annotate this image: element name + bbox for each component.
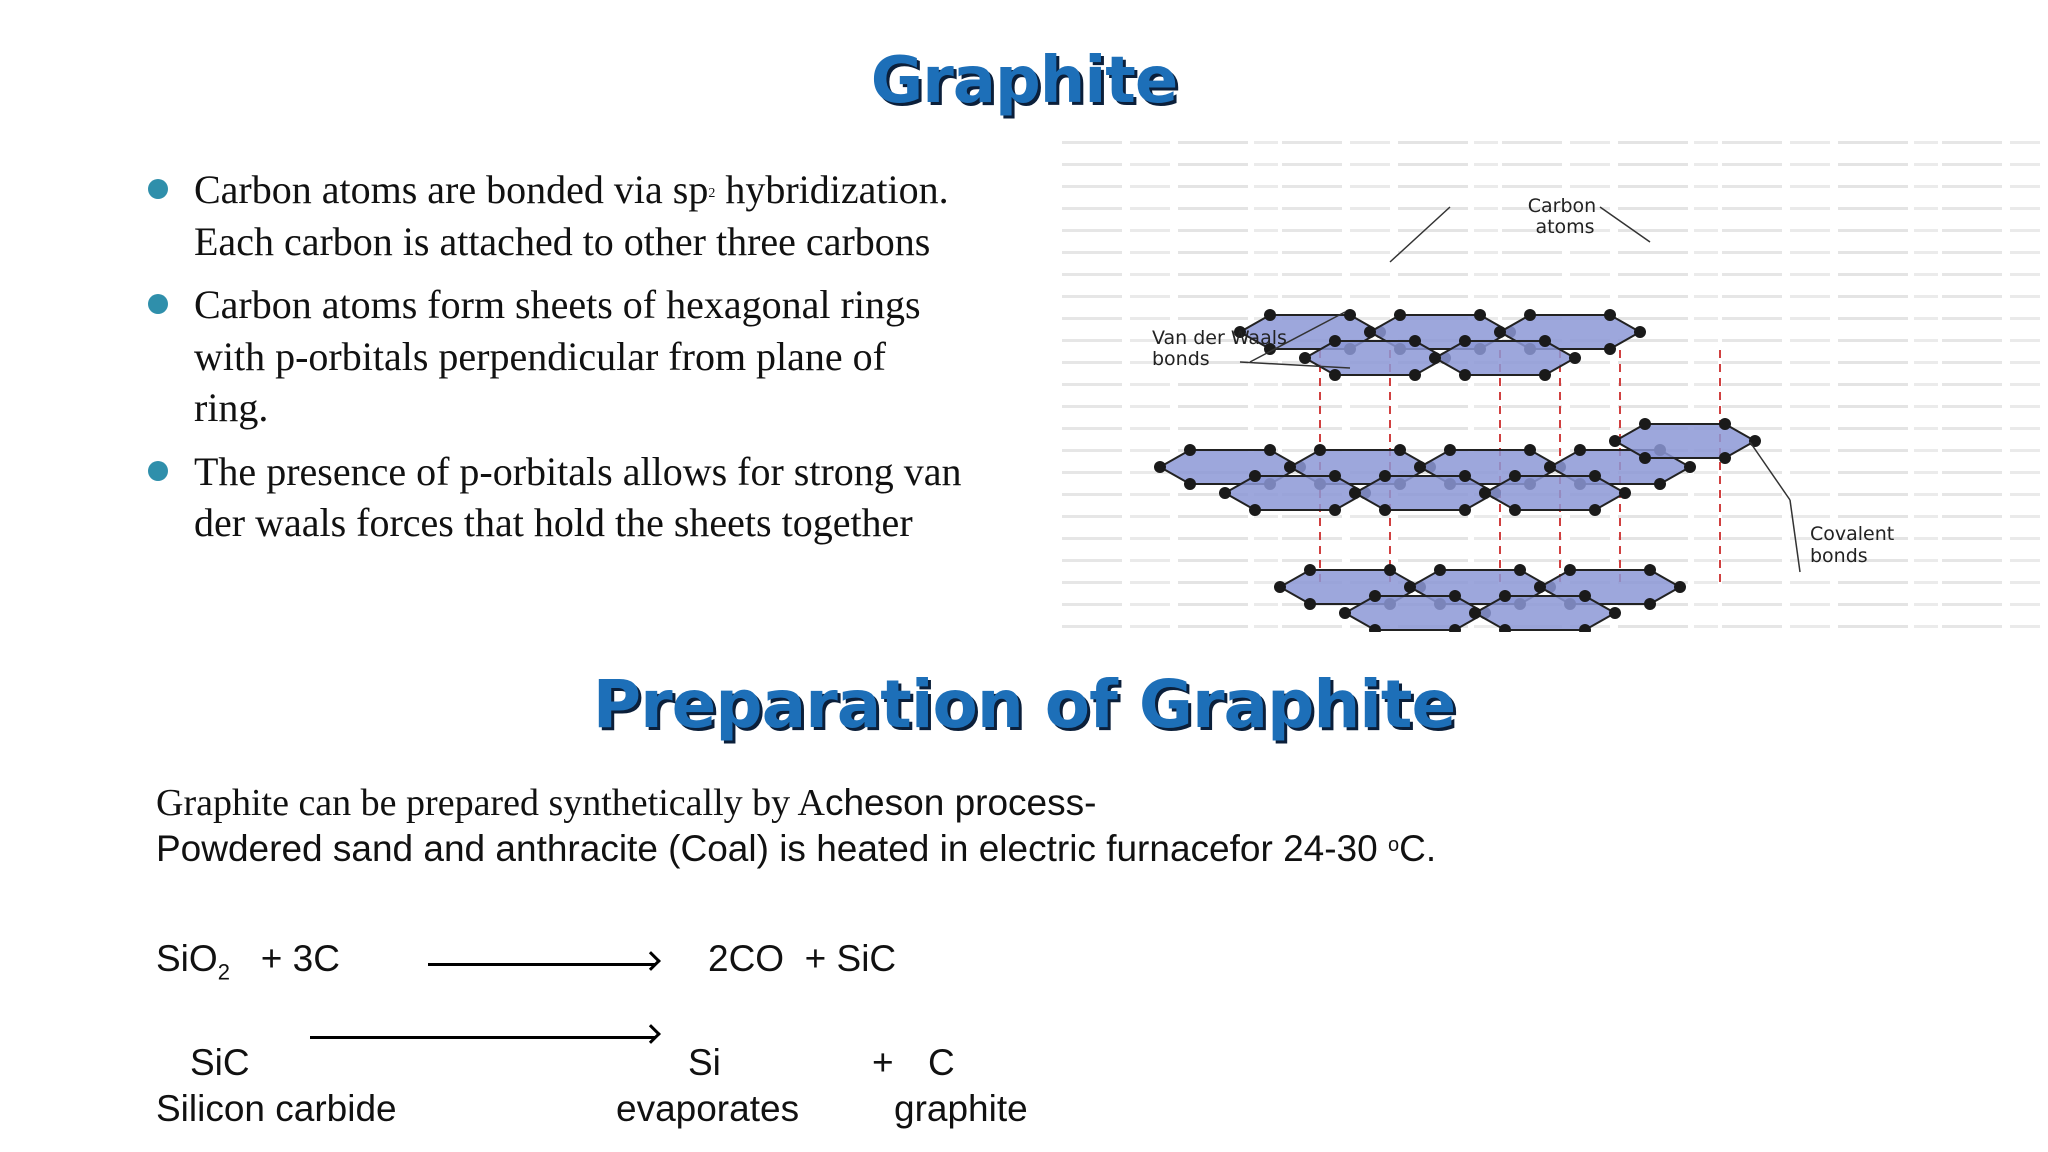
carbon-atom <box>1384 564 1396 576</box>
carbon-atom <box>1409 335 1421 347</box>
carbon-atom <box>1634 326 1646 338</box>
carbon-atom <box>1249 470 1261 482</box>
bullet-item <box>148 446 974 549</box>
bullet-text-1b: hybridization. <box>715 167 949 212</box>
superscript: 2 <box>708 186 716 201</box>
carbon-atom <box>1654 478 1666 490</box>
carbon-atom <box>1589 504 1601 516</box>
preparation-line-1 <box>156 780 1436 826</box>
carbon-atom <box>1394 309 1406 321</box>
carbon-atom <box>1314 444 1326 456</box>
carbon-atom <box>1644 564 1656 576</box>
bullet-text-1a: Carbon atoms are bonded via sp <box>194 167 709 212</box>
carbon-atom <box>1364 326 1376 338</box>
carbon-atom <box>1329 504 1341 516</box>
equation-2-product-si: Si <box>688 1042 721 1083</box>
carbon-atom <box>1379 504 1391 516</box>
carbon-atom <box>1299 352 1311 364</box>
carbon-atom <box>1249 504 1261 516</box>
covalent-bonds-label: Covalent bonds <box>1810 523 1895 567</box>
carbon-atom <box>1674 581 1686 593</box>
carbon-atom <box>1154 461 1166 473</box>
carbon-atom <box>1404 581 1416 593</box>
carbon-atom <box>1619 487 1631 499</box>
reaction-arrow-1 <box>428 963 656 966</box>
carbon-atom <box>1184 478 1196 490</box>
bullet-list <box>148 164 1048 561</box>
degree-sup: o <box>1387 834 1400 856</box>
carbon-atom <box>1459 504 1471 516</box>
carbon-atom <box>1639 452 1651 464</box>
carbon-atom <box>1564 564 1576 576</box>
carbon-atoms-label: Carbon atoms <box>1527 195 1597 238</box>
carbon-atom <box>1574 444 1586 456</box>
carbon-atom <box>1469 607 1481 619</box>
hexagonal-ring <box>1485 476 1625 510</box>
carbon-atom <box>1459 470 1471 482</box>
carbon-atom <box>1409 369 1421 381</box>
prep-text-sans: cheson process- <box>824 782 1097 823</box>
bullet-dot-icon <box>148 461 168 481</box>
carbon-atom <box>1684 461 1696 473</box>
carbon-atom <box>1379 470 1391 482</box>
carbon-atom <box>1524 309 1536 321</box>
carbon-atom <box>1544 461 1556 473</box>
carbon-atom <box>1264 309 1276 321</box>
bullet-item <box>148 279 954 434</box>
equation-1-products: 2CO + SiC <box>708 938 897 979</box>
carbon-atom <box>1329 470 1341 482</box>
equation-2-reactant-name: Silicon carbide <box>156 1088 397 1129</box>
carbon-atom <box>1304 598 1316 610</box>
carbon-atom <box>1494 326 1506 338</box>
carbon-atom <box>1514 564 1526 576</box>
preparation-line-2 <box>156 826 1436 872</box>
reaction-arrow-2 <box>310 1036 656 1039</box>
carbon-atom <box>1509 504 1521 516</box>
carbon-atom <box>1534 581 1546 593</box>
graphite-structure-diagram <box>1060 132 2040 632</box>
bullet-text-3: The presence of p-orbitals allows for strong van der waals forces that hold the sheets together <box>194 448 962 545</box>
carbon-atom <box>1264 444 1276 456</box>
carbon-atom <box>1609 607 1621 619</box>
section-title: Preparation of Graphite <box>592 666 1456 743</box>
hexagonal-ring <box>1355 476 1495 510</box>
carbon-atom <box>1219 487 1231 499</box>
carbon-atom <box>1644 598 1656 610</box>
carbon-atom <box>1344 309 1356 321</box>
bullet-text-2: Carbon atoms form sheets of hexagonal rings with p-orbitals perpendicular from plane of ring. <box>194 282 921 430</box>
carbon-atom <box>1394 444 1406 456</box>
slide-title: Graphite <box>870 44 1178 118</box>
carbon-atom <box>1474 309 1486 321</box>
carbon-atom <box>1604 309 1616 321</box>
carbon-atom <box>1449 590 1461 602</box>
carbon-atom <box>1349 487 1361 499</box>
carbon-atom <box>1539 335 1551 347</box>
equation-2-product-c-note: graphite <box>894 1088 1028 1129</box>
carbon-atom <box>1459 369 1471 381</box>
carbon-atom <box>1524 444 1536 456</box>
carbon-atom <box>1589 470 1601 482</box>
carbon-atom <box>1434 564 1446 576</box>
hexagonal-ring <box>1475 596 1615 630</box>
carbon-atom <box>1304 564 1316 576</box>
carbon-atom <box>1719 418 1731 430</box>
carbon-atom <box>1444 444 1456 456</box>
bullet-text-1c: Each carbon is attached to other three carbons <box>194 218 931 264</box>
carbon-atom <box>1329 369 1341 381</box>
carbon-atom <box>1609 435 1621 447</box>
bullet-dot-icon <box>148 179 168 199</box>
carbon-atom <box>1429 352 1441 364</box>
carbon-atom <box>1499 590 1511 602</box>
carbon-atom <box>1274 581 1286 593</box>
carbon-atom <box>1539 369 1551 381</box>
carbon-atom <box>1339 607 1351 619</box>
equation-1-reactants: SiO$_2$ + 3C <box>156 938 340 985</box>
carbon-atom <box>1479 487 1491 499</box>
carbon-atom <box>1579 590 1591 602</box>
hexagonal-ring <box>1225 476 1365 510</box>
hexagonal-ring <box>1305 341 1445 375</box>
van-der-waals-label: Van der Waals bonds <box>1152 327 1287 370</box>
carbon-atom <box>1369 590 1381 602</box>
preparation-text <box>156 780 1436 872</box>
carbon-atom <box>1414 461 1426 473</box>
prep-text-serif: Graphite can be prepared synthetically by A <box>156 782 825 824</box>
bullet-item <box>148 164 1048 267</box>
bullet-dot-icon <box>148 294 168 314</box>
carbon-atom <box>1749 435 1761 447</box>
carbon-atom <box>1639 418 1651 430</box>
carbon-atom <box>1569 352 1581 364</box>
carbon-atom <box>1329 335 1341 347</box>
carbon-atom <box>1604 343 1616 355</box>
equation-2-product-c: C <box>928 1042 955 1083</box>
prep-line2-text: Powdered sand and anthracite (Coal) is heated in electric furnacefor 24-30 <box>156 828 1388 869</box>
carbon-atom <box>1284 461 1296 473</box>
equation-2-plus: + <box>872 1042 894 1083</box>
hexagonal-ring <box>1435 341 1575 375</box>
equation-2-reactant: SiC <box>190 1042 250 1083</box>
carbon-atom <box>1184 444 1196 456</box>
carbon-atom <box>1719 452 1731 464</box>
hexagonal-ring <box>1345 596 1485 630</box>
equation-2-product-si-note: evaporates <box>616 1088 800 1129</box>
carbon-atom <box>1509 470 1521 482</box>
prep-line2-unit: C. <box>1399 828 1437 869</box>
hexagonal-ring <box>1615 424 1755 458</box>
carbon-atom <box>1459 335 1471 347</box>
